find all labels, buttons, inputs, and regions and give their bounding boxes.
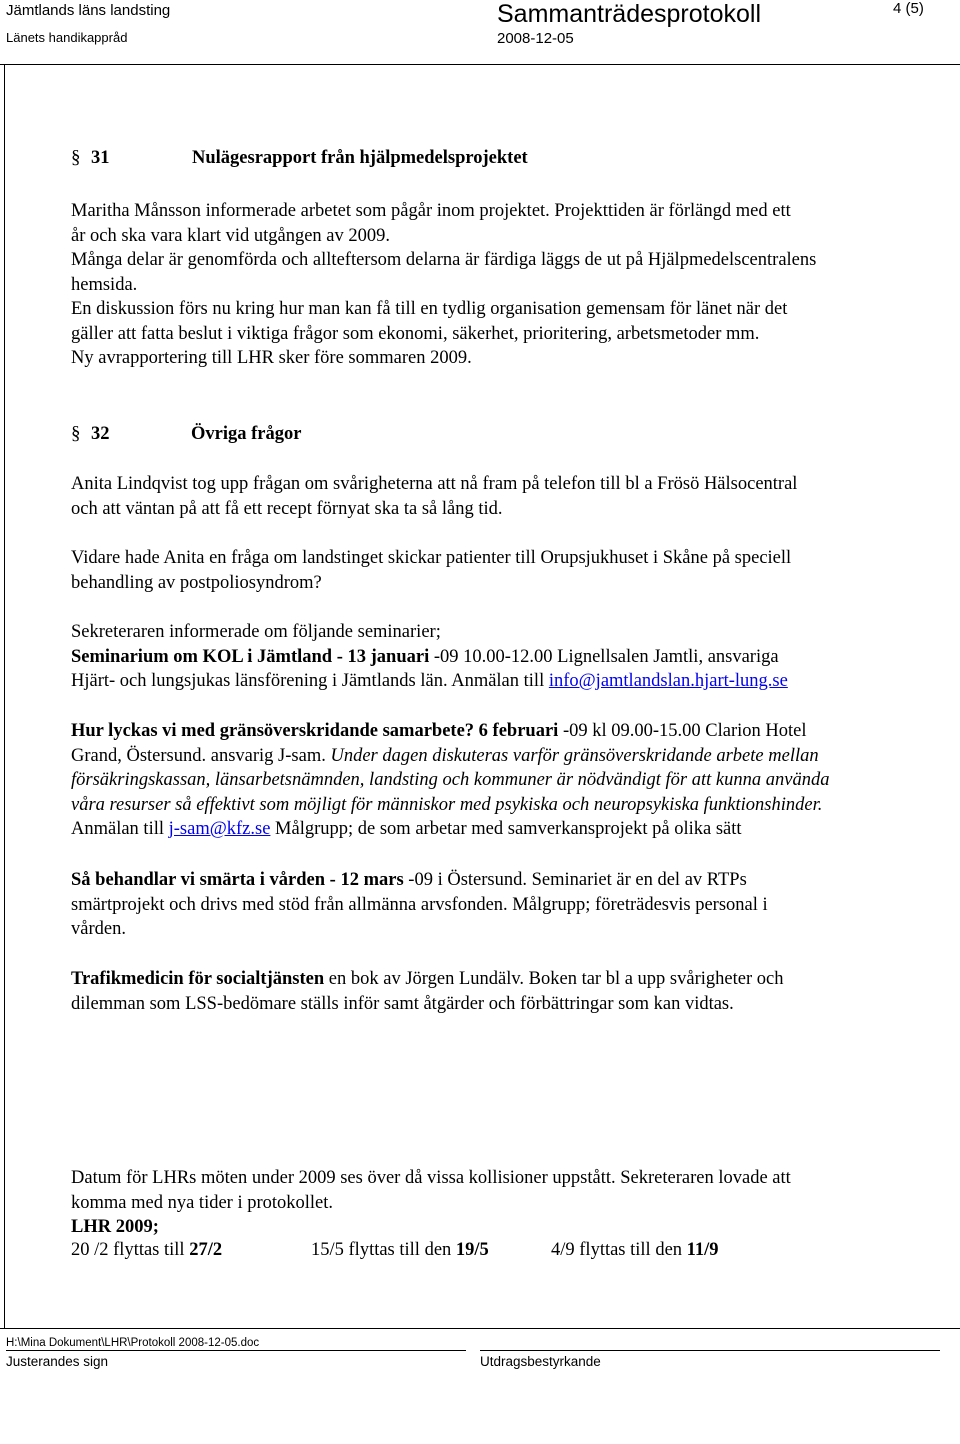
- seminar-2-line-4: [71, 793, 951, 818]
- seminar-2-email-link[interactable]: j-sam@kfz.se: [168, 819, 271, 839]
- document-date: 2008-12-05: [497, 30, 574, 47]
- seminar-list: [71, 620, 951, 694]
- book-line-1: [71, 967, 951, 992]
- date-change-new: 27/2: [189, 1240, 223, 1260]
- book-note: [71, 967, 951, 1016]
- date-change-prefix: 4/9 flyttas till den: [551, 1240, 687, 1260]
- seminar-2-location: Grand, Östersund. ansvarig J-sam.: [71, 745, 331, 766]
- seminar-3: [71, 868, 951, 942]
- text-line: En diskussion förs nu kring hur man kan få till en tydlig organisation gemensam för länet när det: [71, 299, 788, 319]
- seminar-1-email-link[interactable]: info@jamtlandslan.hjart-lung.se: [548, 671, 788, 691]
- seminar-2-signup-label: Anmälan till: [71, 819, 169, 839]
- date-change-prefix: 20 /2 flyttas till: [71, 1240, 190, 1260]
- text-line: Många delar är genomförda och allteftersom delarna är färdiga läggs de ut på Hjälpmedelscentralens: [71, 250, 817, 270]
- meeting-dates-note: [71, 1166, 951, 1240]
- section-31-title: Nulägesrapport från hjälpmedelsprojektet: [192, 148, 528, 168]
- seminar-2-details: -09 kl 09.00-15.00 Clarion Hotel: [558, 721, 807, 741]
- dates-heading: LHR 2009;: [71, 1217, 159, 1237]
- header-divider: [0, 64, 960, 65]
- certification-label: Utdragsbestyrkande: [480, 1354, 601, 1369]
- section-32-paragraph-2: [71, 546, 951, 595]
- seminar-2-audience: Målgrupp; de som arbetar med samverkansprojekt på olika sätt: [270, 819, 742, 839]
- text-line: år och ska vara klart vid utgången av 2009.: [71, 225, 391, 246]
- seminar-2: [71, 719, 951, 842]
- seminar-3-details: -09 i Östersund. Seminariet är en del av RTPs: [403, 870, 747, 890]
- section-symbol: §: [71, 147, 81, 168]
- seminar-2-description-cont: våra resurser så effektivt som möjligt för människor med psykiska och neuropsykiska funktionshinder.: [71, 794, 823, 815]
- seminar-2-line-3: [71, 768, 951, 793]
- seminar-1-line-1: [71, 645, 951, 670]
- text-line: komma med nya tider i protokollet.: [71, 1192, 334, 1213]
- text-line: Datum för LHRs möten under 2009 ses över då vissa kollisioner uppstått. Sekreteraren lovade att: [71, 1168, 791, 1188]
- signature-line: [6, 1350, 466, 1351]
- left-margin-line: [4, 64, 5, 1328]
- text-line: Ny avrapportering till LHR sker före sommaren 2009.: [71, 348, 472, 368]
- footer-divider: [0, 1328, 960, 1329]
- section-32-title: Övriga frågor: [191, 424, 302, 444]
- seminar-3-line-2: smärtprojekt och drivs med stöd från allmänna arvsfonden. Målgrupp; företrädesvis personal i: [71, 894, 768, 915]
- signature-label: Justerandes sign: [6, 1354, 109, 1369]
- section-32-number: 32: [91, 424, 110, 444]
- text-line: Maritha Månsson informerade arbetet som pågår inom projektet. Projekttiden är förlängd med ett: [71, 201, 791, 221]
- seminar-1-line-2: [71, 669, 951, 694]
- seminar-2-line-2: [71, 744, 951, 769]
- book-title: Trafikmedicin för socialtjänsten: [71, 969, 325, 989]
- section-31-body: [71, 199, 951, 371]
- organization-name: Jämtlands läns landsting: [6, 2, 171, 19]
- seminar-3-line-3: vården.: [71, 919, 126, 939]
- text-line: Vidare hade Anita en fråga om landstinget skickar patienter till Orupsjukhuset i Skåne på speciell: [71, 548, 792, 568]
- seminar-1-details: -09 10.00-12.00 Lignellsalen Jamtli, ansvariga: [429, 646, 779, 667]
- date-change-3: [551, 1240, 719, 1261]
- date-change-new: 19/5: [455, 1240, 489, 1260]
- date-change-prefix: 15/5 flyttas till den: [311, 1240, 456, 1260]
- text-line: hemsida.: [71, 274, 138, 295]
- section-31-number: 31: [91, 148, 110, 168]
- seminar-2-description-cont: försäkringskassan, länsarbetsnämnden, landsting och kommuner är nödvändigt för att kunna använda: [71, 770, 830, 790]
- seminar-2-title: Hur lyckas vi med gränsöverskridande samarbete? 6 februari: [71, 721, 559, 741]
- seminar-1-title: Seminarium om KOL i Jämtland - 13 januari: [71, 646, 430, 667]
- seminar-3-title: Så behandlar vi smärta i vården - 12 mars: [71, 870, 404, 890]
- seminar-intro: Sekreteraren informerade om följande seminarier;: [71, 622, 441, 642]
- text-line: och att väntan på att få ett recept förnyat ska ta så lång tid.: [71, 498, 503, 519]
- seminar-2-line-5: [71, 817, 951, 842]
- section-32-paragraph-1: [71, 472, 951, 521]
- date-change-1: [71, 1240, 222, 1261]
- seminar-2-description: Under dagen diskuteras varför gränsöverskridande arbete mellan: [330, 745, 819, 766]
- document-title: Sammanträdesprotokoll: [497, 0, 762, 28]
- text-line: behandling av postpoliosyndrom?: [71, 572, 322, 593]
- section-symbol: §: [71, 423, 81, 444]
- seminar-2-line-1: [71, 719, 951, 744]
- seminar-1-organizer: Hjärt- och lungsjukas länsförening i Jämtlands län. Anmälan till: [71, 671, 549, 691]
- page-number: 4 (5): [893, 0, 924, 17]
- book-line-2: dilemman som LSS-bedömare ställs inför samt åtgärder och förbättringar som kan vidtas.: [71, 993, 734, 1014]
- seminar-3-line-1: [71, 868, 951, 893]
- text-line: gäller att fatta beslut i viktiga frågor som ekonomi, säkerhet, prioritering, arbetsmetoder mm.: [71, 323, 760, 344]
- certification-line: [480, 1350, 940, 1351]
- file-path: H:\Mina Dokument\LHR\Protokoll 2008-12-05.doc: [6, 1337, 260, 1349]
- date-change-2: [311, 1240, 489, 1261]
- committee-name: Länets handikappråd: [6, 30, 128, 45]
- date-change-new: 11/9: [686, 1240, 719, 1260]
- text-line: Anita Lindqvist tog upp frågan om svårigheterna att nå fram på telefon till bl a Frösö Hälsocentral: [71, 474, 798, 494]
- book-details: en bok av Jörgen Lundälv. Boken tar bl a upp svårigheter och: [324, 969, 784, 989]
